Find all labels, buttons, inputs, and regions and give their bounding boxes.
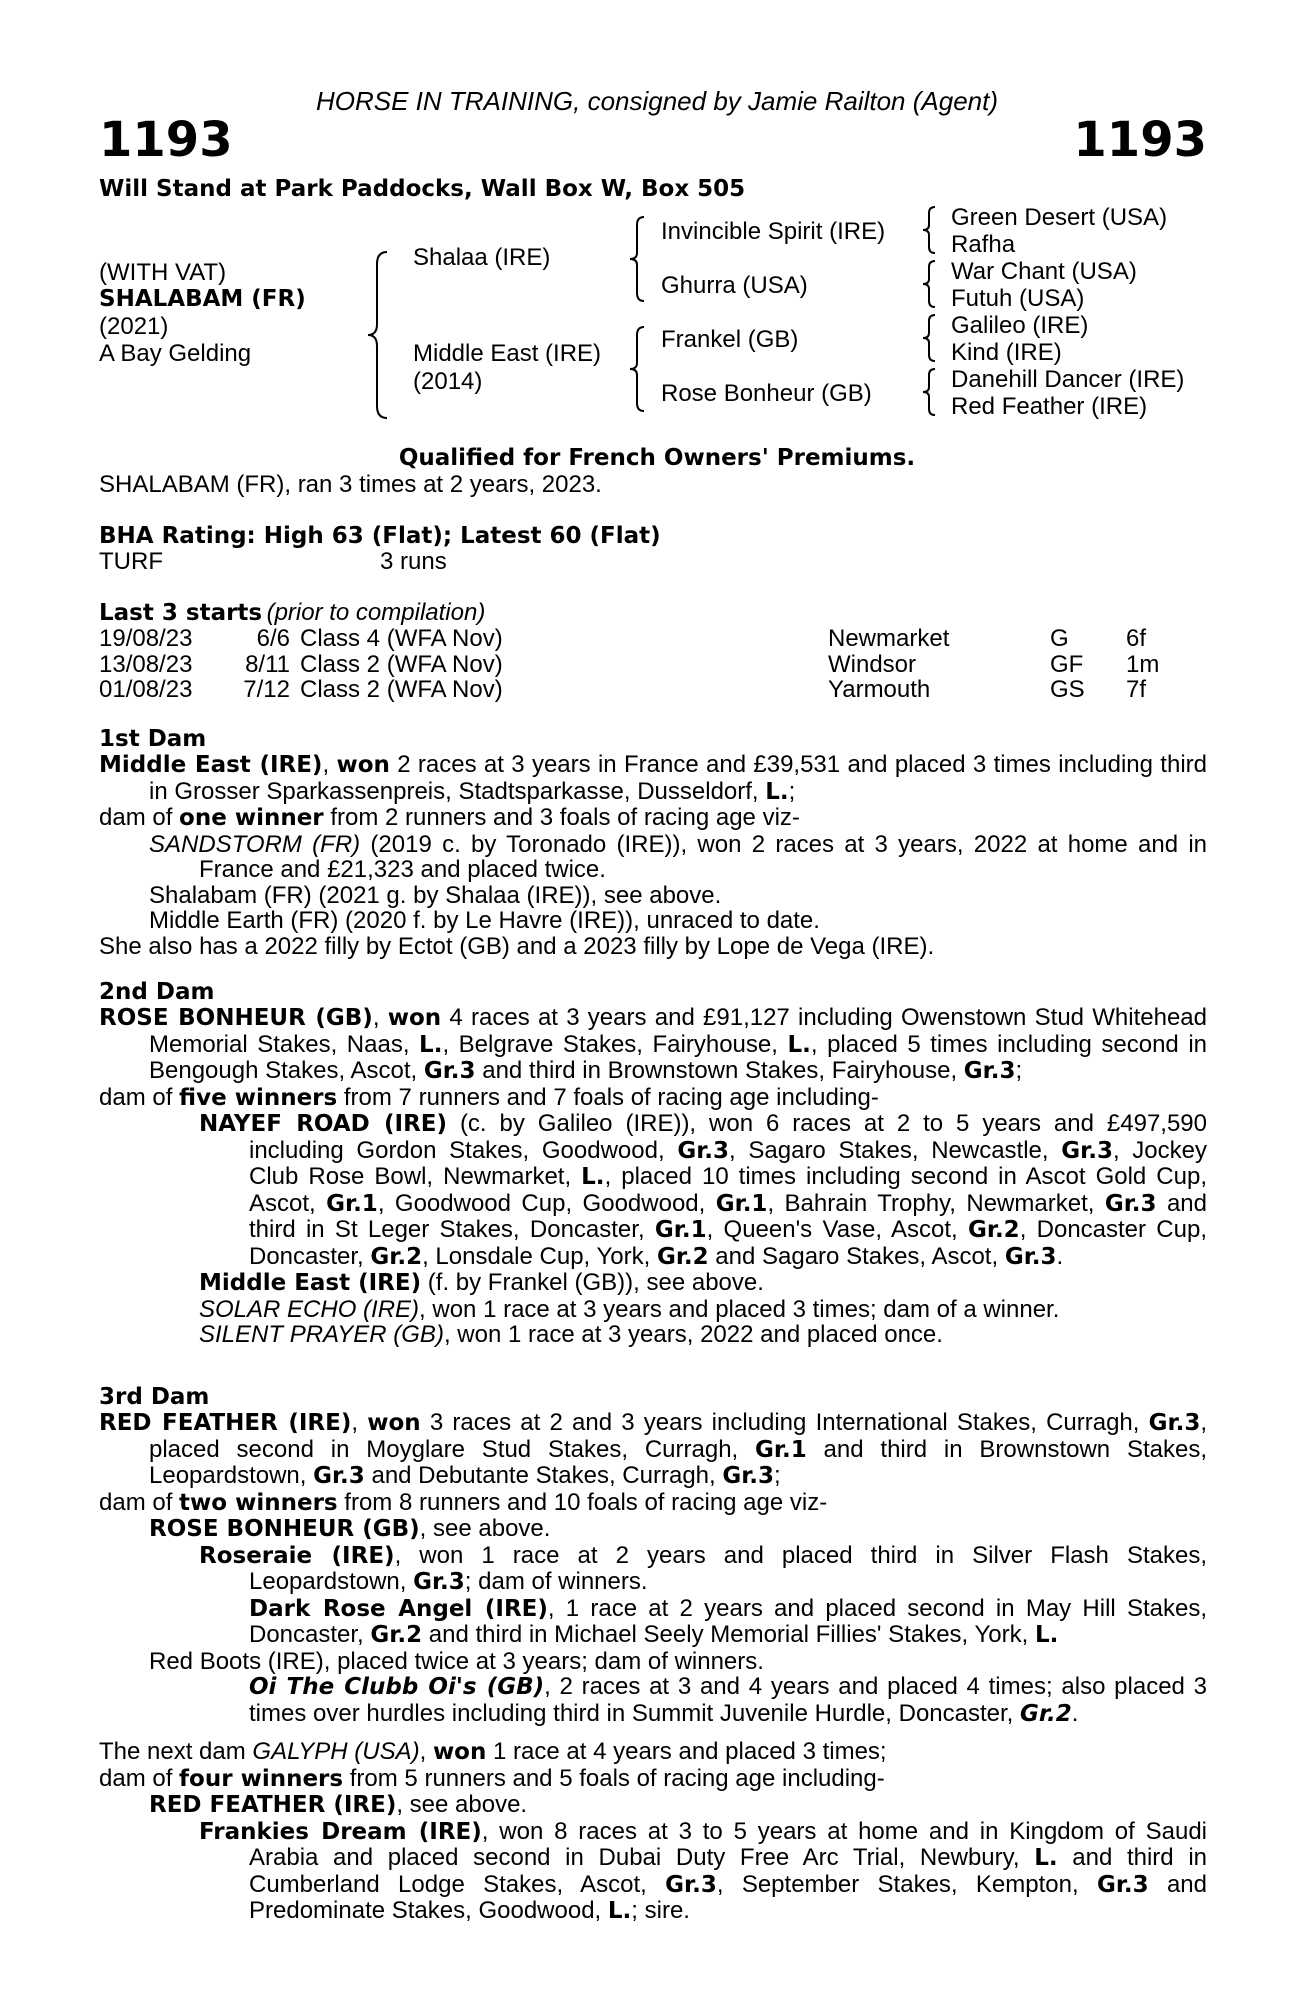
start-course: Yarmouth — [828, 676, 931, 703]
race-grade: Gr.3 — [1148, 1410, 1201, 1436]
produce-text: (f. by Frankel (GB)), see above. — [421, 1269, 764, 1296]
produce-text: , Jockey Club Rose Bowl, Newmarket, — [249, 1136, 1208, 1190]
race-grade: Gr.2 — [968, 1217, 1020, 1243]
pedigree-bracket-g2 — [921, 259, 941, 309]
produce-text: and Predominate Stakes, Goodwood, — [249, 1870, 1207, 1924]
race-grade: Gr.3 — [423, 1058, 476, 1084]
produce-text: (2019 c. by Toronado (IRE)), won 2 races at 3 years, 2022 at home and in France and £21,323 and placed twice. — [199, 830, 1207, 883]
produce-text: , see above. — [419, 1515, 551, 1542]
produce-entry — [99, 1111, 1207, 1270]
last-starts-note: (prior to compilation) — [266, 599, 486, 626]
last-starts-table — [99, 626, 1159, 703]
last-starts-heading — [99, 600, 485, 626]
pedigree-bracket-dam — [628, 325, 650, 413]
bha-runs: 3 runs — [380, 548, 447, 575]
pedigree-dam: Middle East (IRE) — [413, 340, 602, 367]
race-grade: Gr.3 — [313, 1463, 365, 1489]
next-dam-section — [99, 1739, 1207, 1925]
pedigree-dam-year: (2014) — [413, 368, 483, 395]
produce-text: , Goodwood Cup, Goodwood, — [377, 1189, 716, 1217]
produce-text: , 1 race at 2 years and placed second in May Hill Stakes, Doncaster, — [249, 1594, 1208, 1648]
stand-location: Will Stand at Park Paddocks, Wall Box W, Box 505 — [99, 176, 746, 202]
produce-entry — [99, 1297, 1207, 1323]
produce-name: SANDSTORM (FR) — [149, 830, 361, 858]
lot-number-right: 1193 — [1073, 112, 1207, 168]
vat-note: (WITH VAT) — [99, 259, 227, 286]
next-dam-record: The next dam GALYPH (USA), won 1 race at 4 years and placed 3 times; — [99, 1738, 887, 1765]
dam-name: ROSE BONHEUR (GB) — [99, 1005, 373, 1031]
produce-text: ; dam of winners. — [464, 1568, 648, 1595]
dam-record: RED FEATHER (IRE), won 3 races at 2 and 3 years including International Stakes, Curragh, Gr.3, placed second in Moyglare Stud Stakes, Curragh, Gr.1 and third in Brownstown Stakes, Leopardstown, Gr.3 and Debutante Stakes, Curragh, Gr.3; — [99, 1409, 1207, 1489]
pedigree-sire-dam: Ghurra (USA) — [661, 272, 808, 299]
produce-text: . — [1071, 1699, 1079, 1727]
record-text: ; — [774, 1462, 781, 1489]
race-grade: Gr.3 — [413, 1569, 465, 1595]
produce-text: , won 1 race at 3 years and placed 3 times; dam of a winner. — [419, 1295, 1060, 1323]
race-grade: Gr.2 — [370, 1243, 423, 1270]
produce-text: and third in Michael Seely Memorial Fillies' Stakes, York, — [422, 1621, 1035, 1648]
pedigree-bracket-g1 — [921, 205, 941, 255]
produce-entry: Shalabam (FR) (2021 g. by Shalaa (IRE)), see above. — [149, 881, 722, 909]
race-grade: Gr.1 — [326, 1190, 378, 1217]
record-text: , placed 5 times including second in Bengough Stakes, Ascot, — [149, 1030, 1207, 1084]
race-grade: Gr.3 — [963, 1058, 1016, 1084]
start-date: 01/08/23 — [99, 676, 193, 703]
third-dam-section — [99, 1385, 1207, 1727]
produce-entry — [99, 1516, 1207, 1543]
dam-name: GALYPH (USA) — [252, 1738, 420, 1765]
winner-count: five winners — [179, 1084, 338, 1111]
pedigree-sire-sire: Invincible Spirit (IRE) — [661, 218, 886, 245]
summary-text: from 7 runners and 7 foals of racing age including- — [337, 1083, 879, 1111]
section-title: 1st Dam — [99, 726, 207, 752]
start-date: 19/08/23 — [99, 625, 193, 652]
pedigree-g3: War Chant (USA) — [951, 258, 1137, 285]
summary-text: dam of — [99, 804, 180, 831]
produce-name: SILENT PRAYER (GB) — [199, 1321, 444, 1348]
table-row — [99, 626, 1159, 652]
pedigree-bracket-main — [365, 250, 395, 420]
produce-name: SOLAR ECHO (IRE) — [199, 1295, 420, 1323]
produce-text: , won 8 races at 3 to 5 years at home and in Kingdom of Saudi Arabia and placed second in Dubai Duty Free Arc Trial, Newbury, — [249, 1817, 1208, 1871]
produce-text: , Sagaro Stakes, Newcastle, — [729, 1136, 1062, 1164]
race-grade: Gr.1 — [755, 1436, 807, 1463]
start-distance: 7f — [1126, 676, 1147, 703]
record-text: ; — [1015, 1057, 1023, 1084]
summary-text: from 5 runners and 5 foals of racing age including- — [343, 1764, 885, 1792]
record-text: 4 races at 3 years and £91,127 including Owenstown Stud Whitehead Memorial Stakes, Naas, — [149, 1004, 1207, 1058]
record-text: , Belgrave Stakes, Fairyhouse, — [442, 1030, 788, 1058]
record-text: ; — [788, 777, 796, 805]
summary-text: from 2 runners and 3 foals of racing age viz- — [323, 804, 800, 831]
start-class: Class 2 (WFA Nov) — [300, 650, 503, 678]
produce-summary — [99, 1490, 1207, 1517]
produce-entry — [99, 1819, 1207, 1925]
produce-name: Oi The Clubb Oi's (GB) — [249, 1674, 545, 1700]
qualified-note: Qualified for French Owners' Premiums. — [398, 445, 916, 471]
lot-number-left: 1193 — [99, 112, 233, 168]
produce-text: ; sire. — [631, 1897, 690, 1924]
pedigree-g8: Red Feather (IRE) — [951, 393, 1148, 420]
produce-name: RED FEATHER (IRE) — [149, 1792, 397, 1818]
dam-record: ROSE BONHEUR (GB), won 4 races at 3 years and £91,127 including Owenstown Stud Whitehead Memorial Stakes, Naas, L., Belgrave Stakes, Fairyhouse, L., placed 5 times including second in Bengough Stakes, Ascot, Gr.3 and third in Brownstown Stakes, Fairyhouse, Gr.3; — [99, 1004, 1207, 1084]
race-grade: L. — [581, 1164, 605, 1190]
race-grade: Gr.1 — [654, 1217, 707, 1243]
pedigree-g6: Kind (IRE) — [951, 339, 1062, 366]
last-starts-title: Last 3 starts — [99, 600, 263, 626]
foal-year: (2021) — [99, 313, 169, 340]
start-course: Newmarket — [828, 625, 950, 652]
table-row — [99, 652, 1159, 678]
produce-entry-grand — [99, 1674, 1207, 1727]
produce-text: (c. by Galileo (IRE)), won 6 races at 2 to 5 years and £497,590 including Gordon Stakes, Goodwood, — [249, 1110, 1208, 1164]
race-grade: L. — [1034, 1622, 1059, 1648]
produce-entry — [99, 1543, 1207, 1596]
bha-rating: BHA Rating: High 63 (Flat); Latest 60 (Flat) — [99, 523, 661, 549]
produce-name: NAYEF ROAD (IRE) — [199, 1111, 448, 1137]
produce-text: , Lonsdale Cup, York, — [422, 1242, 657, 1270]
produce-entry — [99, 1270, 1207, 1297]
start-class: Class 2 (WFA Nov) — [300, 676, 503, 703]
pedigree-sire: Shalaa (IRE) — [413, 244, 551, 271]
produce-name: Frankies Dream (IRE) — [199, 1818, 482, 1845]
winner-count: two winners — [179, 1489, 338, 1516]
section-title: 2nd Dam — [99, 979, 215, 1005]
won-label: won — [432, 1739, 487, 1765]
race-grade: L. — [765, 778, 789, 805]
section-title: 3rd Dam — [99, 1384, 210, 1410]
race-grade: Gr.3 — [1061, 1137, 1113, 1164]
produce-text: . — [1056, 1242, 1064, 1270]
produce-name: ROSE BONHEUR (GB) — [149, 1516, 420, 1542]
produce-summary — [99, 1766, 1207, 1793]
produce-text: , Queen's Vase, Ascot, — [706, 1216, 968, 1243]
summary-text: dam of — [99, 1488, 180, 1516]
horse-name: SHALABAM (FR) — [99, 286, 306, 312]
start-distance: 6f — [1126, 625, 1147, 652]
start-position: 6/6 — [256, 625, 290, 652]
race-grade: Gr.3 — [1104, 1190, 1157, 1217]
race-grade: Gr.2 — [656, 1243, 709, 1270]
start-going: G — [1050, 625, 1069, 652]
start-course: Windsor — [828, 650, 917, 678]
winner-count: four winners — [179, 1765, 344, 1792]
race-grade: Gr.2 — [370, 1622, 423, 1648]
produce-text: , won 1 race at 2 years and placed third in Silver Flash Stakes, Leopardstown, — [249, 1541, 1207, 1595]
produce-text: , 2 races at 3 and 4 years and placed 4 times; also placed 3 times over hurdles including third in Summit Juvenile Hurdle, Doncaster, — [249, 1673, 1207, 1727]
produce-text: , placed 10 times including second in Ascot Gold Cup, Ascot, — [249, 1163, 1207, 1217]
produce-entry — [99, 1792, 1207, 1819]
won-label: won — [387, 1005, 442, 1031]
produce-note: She also has a 2022 filly by Ectot (GB) and a 2023 filly by Lope de Vega (IRE). — [99, 932, 935, 960]
race-grade: L. — [607, 1898, 632, 1924]
start-going: GF — [1050, 650, 1084, 678]
record-text: The next dam — [99, 1738, 253, 1765]
produce-entry-grand — [99, 1596, 1207, 1649]
produce-name: Middle East (IRE) — [199, 1270, 422, 1296]
race-grade: L. — [419, 1031, 443, 1058]
dam-name: Middle East (IRE) — [99, 752, 323, 778]
produce-text: and third in St Leger Stakes, Doncaster, — [249, 1189, 1208, 1243]
start-distance: 1m — [1126, 650, 1160, 678]
dam-name: RED FEATHER (IRE) — [99, 1410, 352, 1436]
record-text: 3 races at 2 and 3 years including International Stakes, Curragh, — [420, 1409, 1149, 1436]
won-label: won — [336, 752, 390, 778]
produce-name: Roseraie (IRE) — [199, 1542, 395, 1569]
pedigree-bracket-g4 — [921, 367, 941, 417]
record-text: and third in Brownstown Stakes, Fairyhouse, — [475, 1057, 964, 1084]
pedigree-dam-sire: Frankel (GB) — [661, 326, 799, 353]
start-position: 7/12 — [243, 676, 290, 703]
produce-summary — [99, 1085, 1207, 1112]
second-dam-section — [99, 980, 1207, 1348]
race-grade: Gr.1 — [715, 1190, 768, 1217]
start-position: 8/11 — [245, 650, 290, 678]
pedigree-g1: Green Desert (USA) — [951, 204, 1168, 231]
race-grade: Gr.3 — [1004, 1243, 1057, 1270]
record-text: , placed second in Moyglare Stud Stakes, Curragh, — [149, 1409, 1207, 1463]
record-text: 1 race at 4 years and placed 3 times; — [486, 1738, 887, 1765]
produce-text: , won 1 race at 3 years, 2022 and placed once. — [443, 1321, 943, 1348]
start-going: GS — [1050, 676, 1085, 703]
pedigree-bracket-g3 — [921, 313, 941, 363]
produce-entry — [99, 1322, 1207, 1348]
race-grade: L. — [787, 1031, 811, 1058]
produce-text: , Doncaster Cup, Doncaster, — [249, 1216, 1208, 1270]
pedigree-g4: Futuh (USA) — [951, 285, 1085, 312]
record-text: and third in Brownstown Stakes, Leopardstown, — [149, 1435, 1207, 1489]
won-label: won — [367, 1410, 421, 1436]
produce-summary — [99, 805, 1207, 832]
dam-record: Middle East (IRE), won 2 races at 3 years in France and £39,531 and placed 3 times including third in Grosser Sparkassenpreis, Stadtsparkasse, Dusseldorf, L.; — [99, 751, 1207, 805]
pedigree-dam-dam: Rose Bonheur (GB) — [661, 380, 872, 407]
table-row — [99, 677, 1159, 703]
produce-entry: Red Boots (IRE), placed twice at 3 years; dam of winners. — [149, 1647, 764, 1675]
produce-entry — [99, 832, 1207, 883]
start-class: Class 4 (WFA Nov) — [300, 625, 503, 652]
produce-text: , September Stakes, Kempton, — [716, 1870, 1097, 1898]
produce-name: Dark Rose Angel (IRE) — [249, 1595, 548, 1622]
race-grade: L. — [1034, 1845, 1058, 1871]
horse-description: A Bay Gelding — [99, 340, 252, 367]
race-grade: Gr.3 — [665, 1871, 717, 1898]
record-text: and Debutante Stakes, Curragh, — [364, 1462, 723, 1489]
race-grade: Gr.3 — [722, 1463, 775, 1489]
produce-text: and third in Cumberland Lodge Stakes, Ascot, — [249, 1844, 1207, 1898]
produce-text: and Sagaro Stakes, Ascot, — [708, 1242, 1005, 1270]
summary-text: dam of — [99, 1083, 180, 1111]
consignment-line: HORSE IN TRAINING, consigned by Jamie Railton (Agent) — [315, 86, 999, 116]
produce-text: , Bahrain Trophy, Newmarket, — [767, 1189, 1105, 1217]
race-grade: Gr.3 — [677, 1137, 730, 1164]
start-date: 13/08/23 — [99, 650, 193, 678]
record-text: 2 races at 3 years in France and £39,531 and placed 3 times including third in Grosser Sparkassenpreis, Stadtsparkasse, Dusseldorf, — [149, 751, 1207, 805]
pedigree-bracket-sire — [628, 215, 650, 303]
race-grade: Gr.3 — [1096, 1871, 1149, 1898]
ran-summary: SHALABAM (FR), ran 3 times at 2 years, 2023. — [99, 471, 602, 498]
first-dam-section — [99, 727, 1207, 959]
pedigree-g2: Rafha — [951, 231, 1016, 258]
summary-text: from 8 runners and 10 foals of racing age viz- — [337, 1488, 828, 1516]
summary-text: dam of — [99, 1764, 180, 1792]
race-grade: Gr.2 — [1020, 1700, 1072, 1727]
pedigree-g5: Galileo (IRE) — [951, 312, 1089, 339]
pedigree-g7: Danehill Dancer (IRE) — [951, 366, 1185, 393]
produce-entry: Middle Earth (FR) (2020 f. by Le Havre (IRE)), unraced to date. — [149, 907, 820, 934]
produce-text: , see above. — [396, 1791, 528, 1818]
bha-surface: TURF — [99, 548, 163, 575]
winner-count: one winner — [179, 805, 324, 831]
